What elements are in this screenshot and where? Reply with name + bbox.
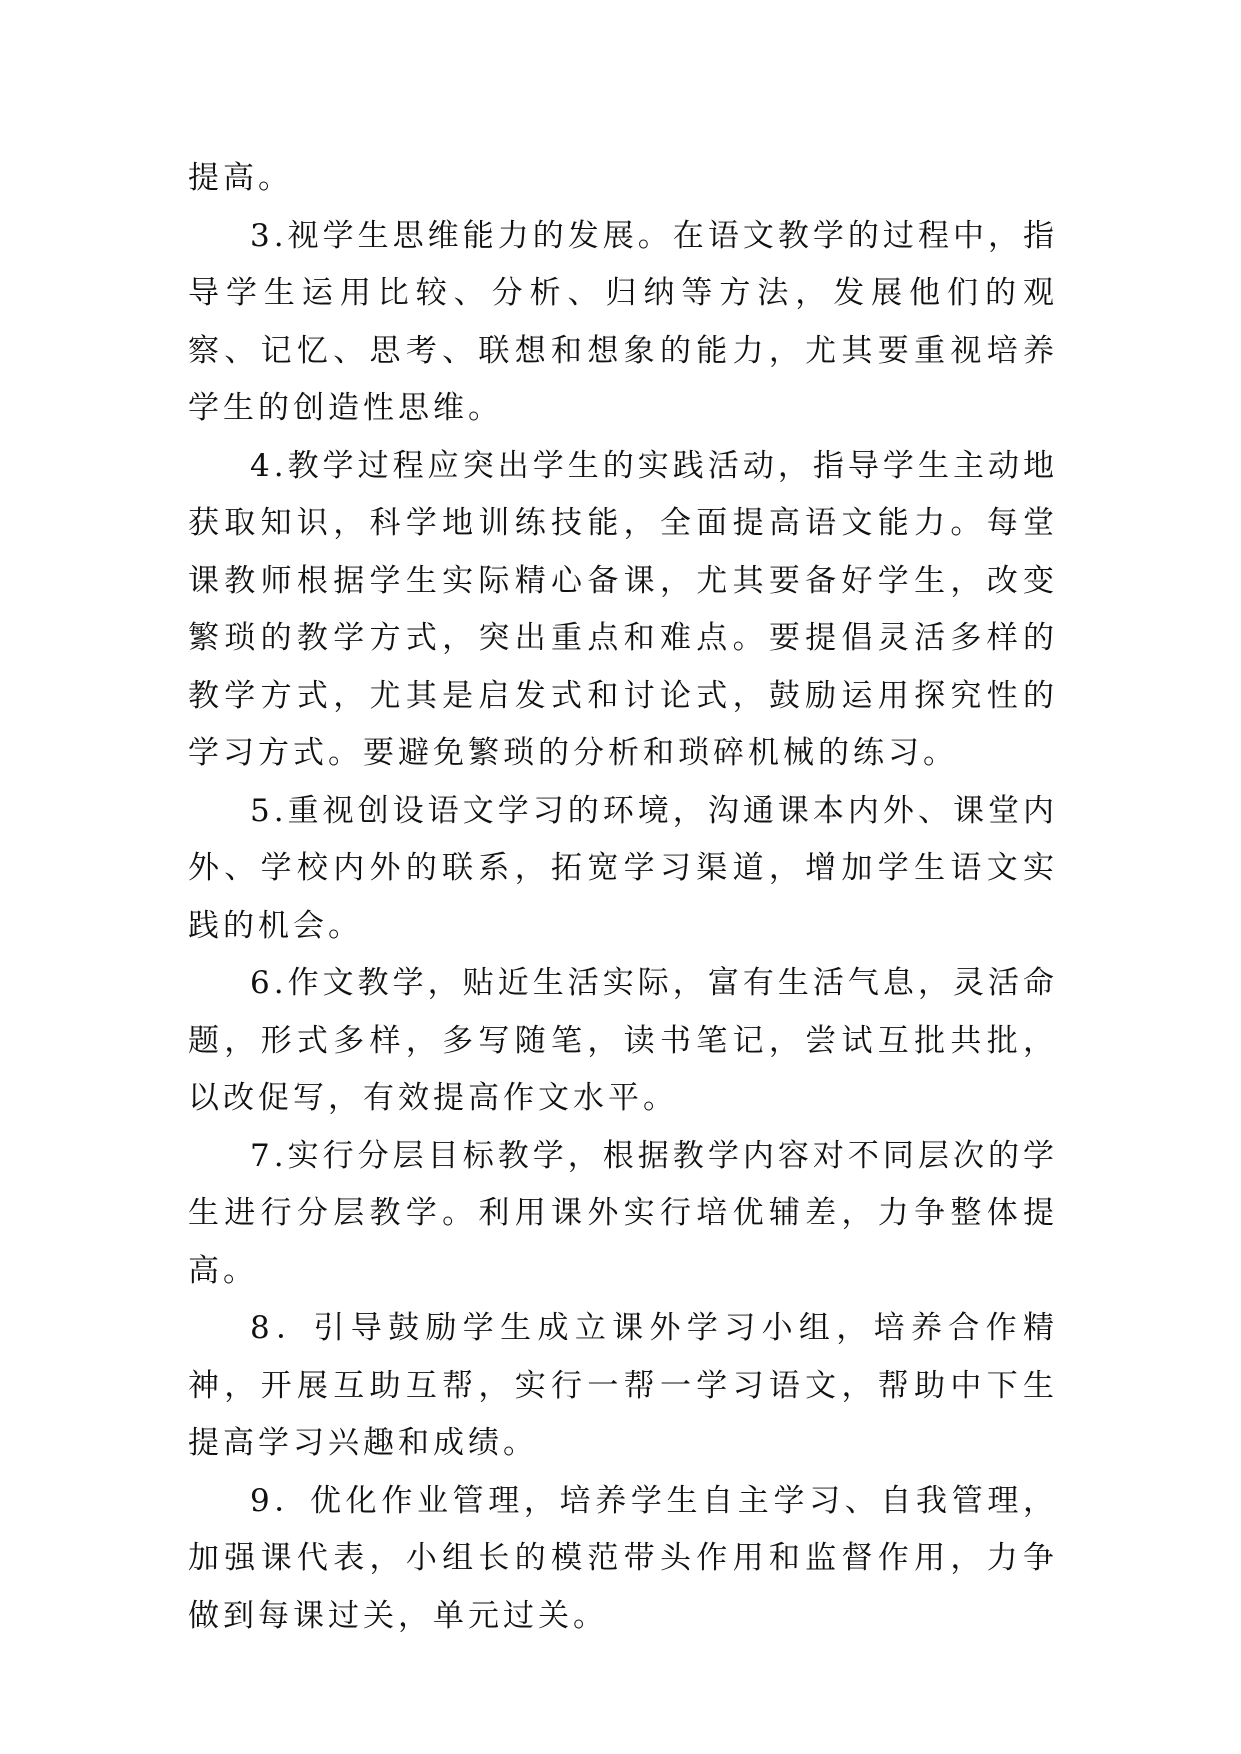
paragraph-item-6: 6.作文教学，贴近生活实际，富有生活气息，灵活命题，形式多样，多写随笔，读书笔记，尝试互批共批，以改促写，有效提高作文水平。 [188, 965, 1058, 1116]
paragraph-item-9: 9．优化作业管理，培养学生自主学习、自我管理，加强课代表，小组长的模范带头作用和监督作用，力争做到每课过关，单元过关。 [188, 1482, 1058, 1634]
paragraph-item-7: 7.实行分层目标教学，根据教学内容对不同层次的学生进行分层教学。利用课外实行培优辅差，力争整体提高。 [188, 1137, 1058, 1289]
paragraph-continuation: 提高。 [188, 160, 293, 196]
paragraph-item-3: 3.视学生思维能力的发展。在语文教学的过程中，指导学生运用比较、分析、归纳等方法，发展他们的观察、记忆、思考、联想和想象的能力，尤其要重视培养学生的创造性思维。 [188, 217, 1058, 426]
paragraph-item-8: 8．引导鼓励学生成立课外学习小组，培养合作精神，开展互助互帮，实行一帮一学习语文，帮助中下生提高学习兴趣和成绩。 [188, 1310, 1058, 1461]
document-body [188, 150, 1058, 1645]
paragraph-item-4: 4.教学过程应突出学生的实践活动，指导学生主动地获取知识，科学地训练技能，全面提高语文能力。每堂课教师根据学生实际精心备课，尤其要备好学生，改变繁琐的教学方式，突出重点和难点。要提倡灵活多样的教学方式，尤其是启发式和讨论式，鼓励运用探究性的学习方式。要避免繁琐的分析和琐碎机械的练习。 [188, 447, 1058, 771]
paragraph-item-5: 5.重视创设语文学习的环境，沟通课本内外、课堂内外、学校内外的联系，拓宽学习渠道，增加学生语文实践的机会。 [188, 792, 1058, 944]
